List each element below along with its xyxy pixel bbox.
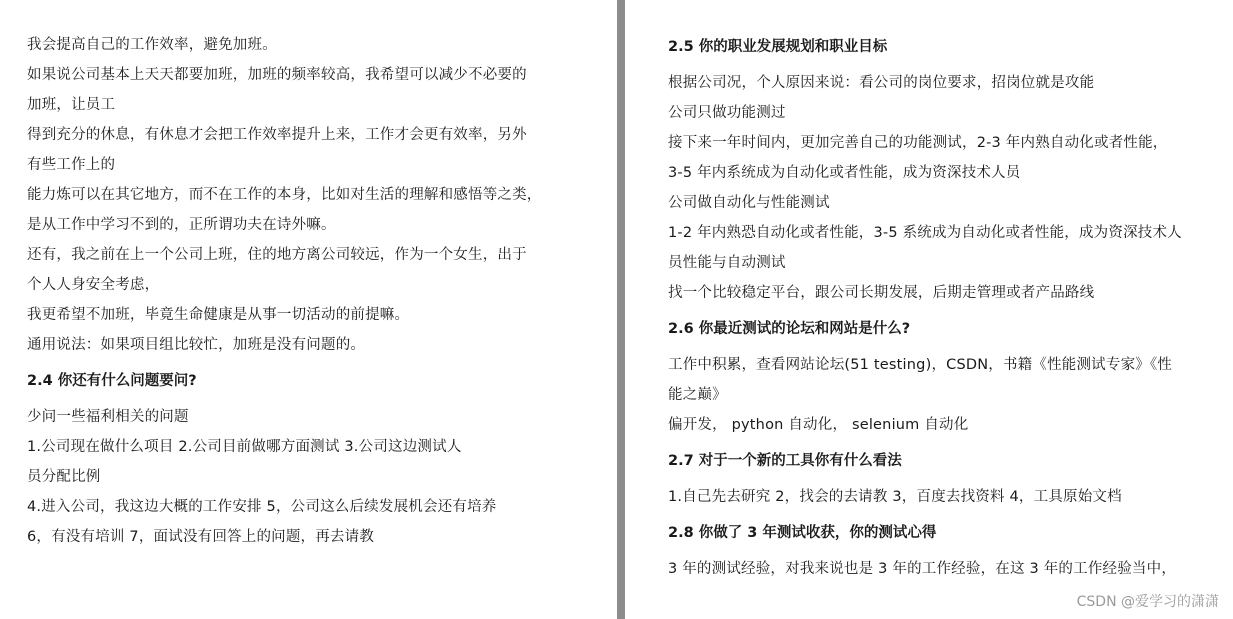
text-line: 得到充分的休息，有休息才会把工作效率提升上来，工作才会更有效率，另外 [27,127,527,143]
text-line: 少问一些福利相关的问题 [27,409,189,425]
right-page [625,0,1233,619]
text-line: 公司做自动化与性能测试 [668,195,830,211]
text-line: 公司只做功能测过 [668,105,786,121]
text-line: 6，有没有培训 7，面试没有回答上的问题，再去请教 [27,529,375,545]
text-line: 3 年的测试经验，对我来说也是 3 年的工作经验，在这 3 年的工作经验当中， [668,561,1177,577]
text-line: 个人人身安全考虑， [27,277,160,293]
section-heading: 2.8 你做了 3 年测试收获，你的测试心得 [668,525,937,541]
section-heading: 2.7 对于一个新的工具你有什么看法 [668,453,902,469]
text-line: 还有，我之前在上一个公司上班，住的地方离公司较远，作为一个女生，出于 [27,247,527,263]
text-line: 接下来一年时间内，更加完善自己的功能测试，2-3 年内熟自动化或者性能， [668,135,1168,151]
text-line: 能力炼可以在其它地方，而不在工作的本身，比如对生活的理解和感悟等之类， [27,187,542,203]
text-line: 我会提高自己的工作效率，避免加班。 [27,37,277,53]
text-line: 偏开发， python 自动化， selenium 自动化 [668,417,969,433]
text-line: 3-5 年内系统成为自动化或者性能，成为资深技术人员 [668,165,1021,181]
section-heading: 2.4 你还有什么问题要问? [27,373,197,389]
watermark: CSDN @爱学习的潇潇 [1076,594,1219,610]
text-line: 1.公司现在做什么项目 2.公司目前做哪方面测试 3.公司这边测试人 [27,439,462,455]
text-line: 能之巅》 [668,387,727,403]
text-line: 通用说法：如果项目组比较忙，加班是没有问题的。 [27,337,366,353]
text-line: 加班，让员工 [27,97,116,113]
text-line: 员性能与自动测试 [668,255,786,271]
text-line: 找一个比较稳定平台，跟公司长期发展，后期走管理或者产品路线 [668,285,1095,301]
text-line: 工作中积累，查看网站论坛(51 testing)，CSDN，书籍《性能测试专家》《性 [668,357,1173,373]
text-line: 如果说公司基本上天天都要加班，加班的频率较高，我希望可以减少不必要的 [27,67,527,83]
page-divider [617,0,625,619]
text-line: 4.进入公司，我这边大概的工作安排 5，公司这么后续发展机会还有培养 [27,499,497,515]
text-line: 1.自己先去研究 2，找会的去请教 3，百度去找资料 4，工具原始文档 [668,489,1122,505]
text-line: 我更希望不加班，毕竟生命健康是从事一切活动的前提嘛。 [27,307,410,323]
section-heading: 2.5 你的职业发展规划和职业目标 [668,39,888,55]
section-heading: 2.6 你最近测试的论坛和网站是什么? [668,321,911,337]
text-line: 根据公司况，个人原因来说：看公司的岗位要求，招岗位就是攻能 [668,75,1095,91]
text-line: 员分配比例 [27,469,101,485]
text-line: 是从工作中学习不到的，正所谓功夫在诗外嘛。 [27,217,336,233]
text-line: 1-2 年内熟恐自动化或者性能，3-5 系统成为自动化或者性能，成为资深技术人 [668,225,1182,241]
text-line: 有些工作上的 [27,157,116,173]
